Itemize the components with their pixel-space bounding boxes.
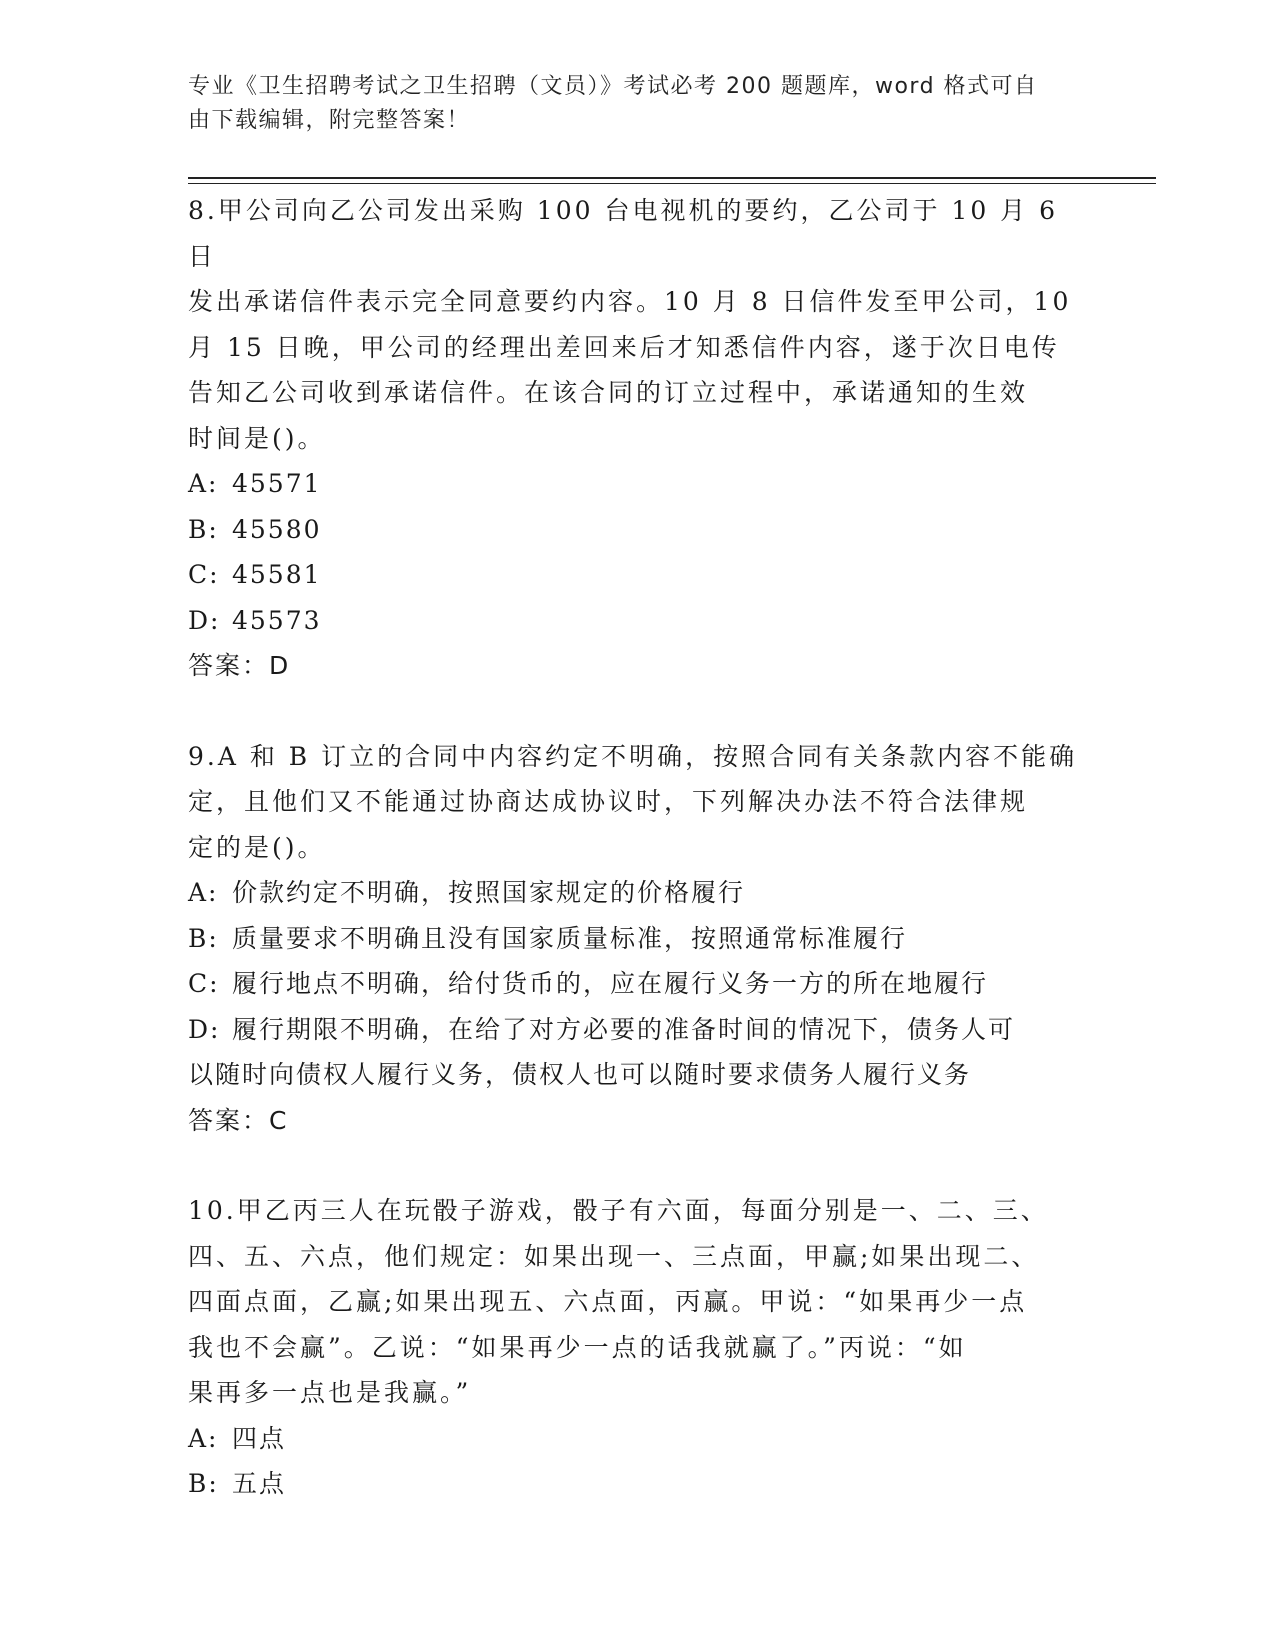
option-c — [188, 552, 1088, 598]
question-9 — [188, 734, 1088, 1144]
question-8 — [188, 188, 1088, 689]
option-text: 45573 — [232, 605, 322, 635]
option-b — [188, 507, 1088, 553]
option-letter: D: — [188, 605, 221, 635]
option-text: 价款约定不明确，按照国家规定的价格履行 — [232, 878, 746, 907]
option-a — [188, 1416, 1088, 1462]
option-a — [188, 870, 1088, 916]
option-text: 五点 — [232, 1469, 287, 1498]
stem-line: 时间是()。 — [188, 423, 326, 453]
option-letter: B: — [188, 514, 219, 544]
question-9-stem — [188, 734, 1088, 871]
spacer — [188, 689, 1088, 734]
header-line-2: 由下载编辑，附完整答案！ — [188, 108, 471, 133]
header-divider-thin — [188, 183, 1156, 184]
stem-line: 定，且他们又不能通过协商达成协议时，下列解决办法不符合法律规 — [188, 787, 1029, 816]
option-letter: A: — [188, 878, 219, 907]
option-c — [188, 961, 1088, 1007]
question-list — [188, 188, 1088, 1507]
option-text: 45571 — [232, 469, 322, 498]
option-d — [188, 598, 1088, 644]
stem-line: 果再多一点也是我赢。” — [188, 1378, 472, 1407]
stem-line: 10.甲乙丙三人在玩骰子游戏，骰子有六面，每面分别是一、二、三、 — [188, 1196, 1049, 1225]
question-8-stem — [188, 188, 1088, 461]
stem-line: 发出承诺信件表示完全同意要约内容。10 月 8 日信件发至甲公司，10 — [188, 287, 1072, 316]
stem-line: 我也不会赢”。乙说：“如果再少一点的话我就赢了。”丙说：“如 — [188, 1332, 967, 1362]
stem-line: 9.A 和 B 订立的合同中内容约定不明确，按照合同有关条款内容不能确 — [188, 741, 1078, 771]
option-letter: B: — [188, 923, 219, 953]
stem-line: 8.甲公司向乙公司发出采购 100 台电视机的要约，乙公司于 10 月 6 日 — [188, 196, 1059, 271]
option-d — [188, 1007, 1088, 1098]
page-header — [188, 70, 1068, 138]
option-letter: A: — [188, 1423, 219, 1453]
option-text-continued: 以随时向债权人履行义务，债权人也可以随时要求债务人履行义务 — [188, 1060, 972, 1089]
option-text: 四点 — [232, 1423, 287, 1453]
answer-line: 答案：C — [188, 1105, 289, 1135]
option-letter: A: — [188, 469, 219, 498]
stem-line: 定的是()。 — [188, 832, 326, 862]
option-letter: C: — [188, 560, 220, 589]
header-line-1: 专业《卫生招聘考试之卫生招聘（文员）》考试必考 200 题题库，word 格式可自 — [188, 74, 1038, 99]
option-b — [188, 916, 1088, 962]
option-text: 履行地点不明确，给付货币的，应在履行义务一方的所在地履行 — [232, 969, 989, 998]
question-10-stem — [188, 1188, 1088, 1416]
option-text: 45581 — [232, 560, 322, 589]
question-10 — [188, 1188, 1088, 1507]
header-divider-thick — [188, 177, 1156, 179]
stem-line: 告知乙公司收到承诺信件。在该合同的订立过程中，承诺通知的生效 — [188, 378, 1029, 407]
answer-line: 答案：D — [188, 651, 291, 680]
option-letter: D: — [188, 1014, 221, 1044]
stem-line: 月 15 日晚，甲公司的经理出差回来后才知悉信件内容，遂于次日电传 — [188, 332, 1060, 362]
option-letter: C: — [188, 969, 220, 998]
option-text: 45580 — [232, 514, 322, 544]
option-letter: B: — [188, 1469, 219, 1498]
stem-line: 四面点面，乙赢;如果出现五、六点面，丙赢。甲说：“如果再少一点 — [188, 1287, 1028, 1316]
option-text: 履行期限不明确，在给了对方必要的准备时间的情况下，债务人可 — [232, 1014, 1016, 1044]
option-b — [188, 1461, 1088, 1507]
stem-line: 四、五、六点，他们规定：如果出现一、三点面，甲赢;如果出现二、 — [188, 1241, 1040, 1271]
option-text: 质量要求不明确且没有国家质量标准，按照通常标准履行 — [232, 923, 908, 953]
spacer — [188, 1143, 1088, 1188]
option-a — [188, 461, 1088, 507]
